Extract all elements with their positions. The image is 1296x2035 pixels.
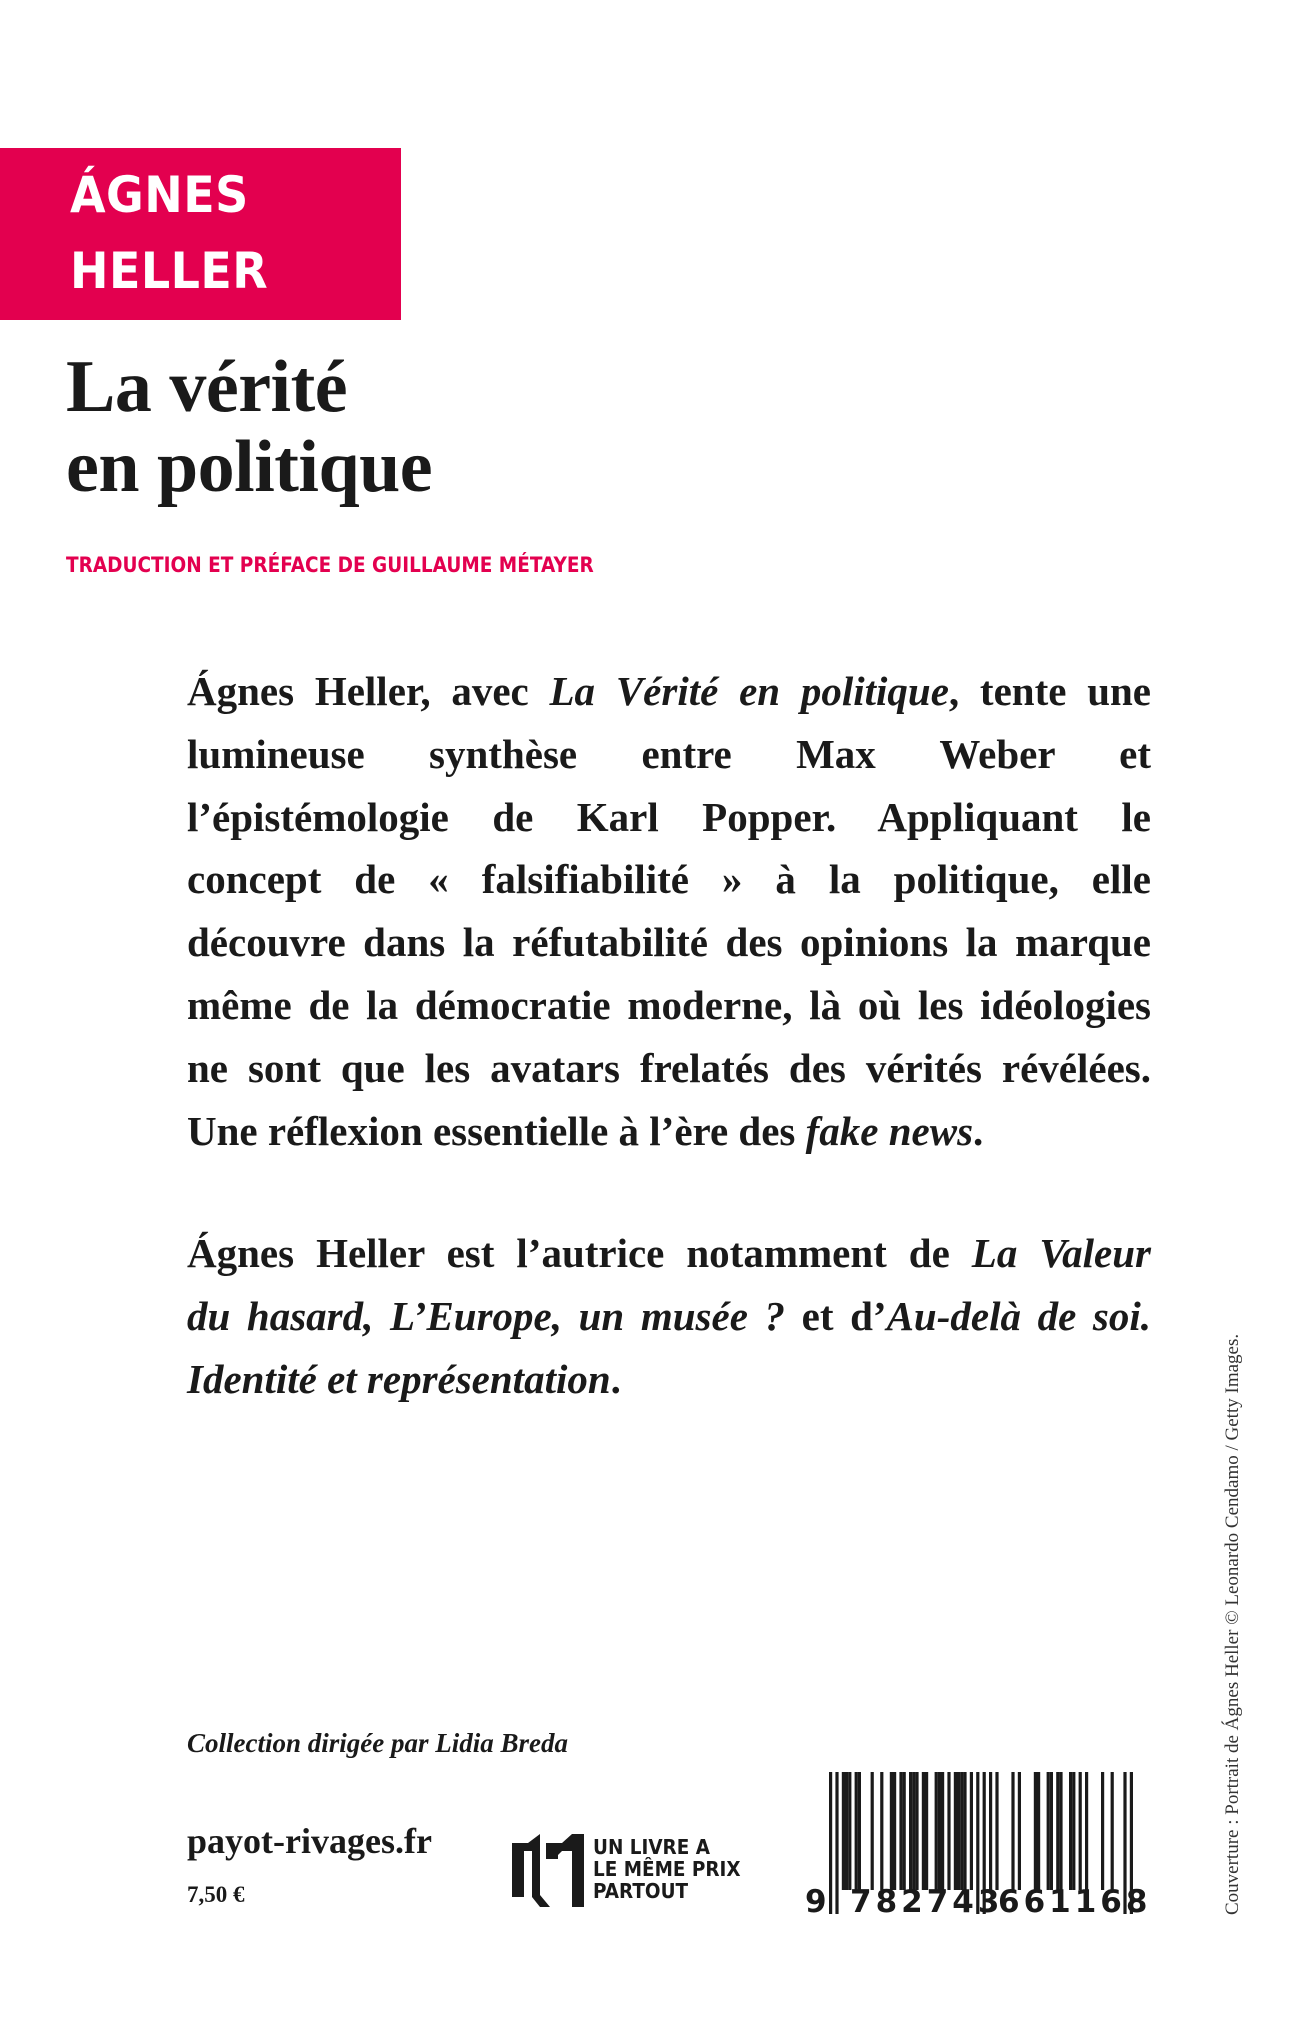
publisher-website-link[interactable]: payot-rivages.fr <box>187 1821 432 1861</box>
blurb-paragraph-1 <box>187 660 1151 1162</box>
blurb-line: Ágnes Heller, avec La Vérité en politique, tente une <box>187 668 1151 714</box>
prix-unique-logo <box>510 1831 770 1911</box>
blurb-line: Une réflexion essentielle à l’ère des fake news. <box>187 1107 984 1154</box>
translator-credit: TRADUCTION ET PRÉFACE DE GUILLAUME MÉTAYER <box>66 553 594 577</box>
blurb-line: l’épistémologie de Karl Popper. Appliquant le <box>187 793 1151 840</box>
blurb-line: Identité et représentation. <box>187 1355 621 1402</box>
author-last-name: HELLER <box>70 242 269 300</box>
book-title-line-1: La vérité <box>66 346 348 428</box>
photo-credit: Couverture : Portrait de Ágnes Heller © Leonardo Cendamo / Getty Images. <box>1222 1333 1243 1915</box>
author-first-name: ÁGNES <box>70 166 249 224</box>
blurb-line: découvre dans la réfutabilité des opinions la marque <box>187 919 1151 966</box>
author-block <box>0 148 401 320</box>
isbn-digits: 9 782743 661168 <box>805 1884 1152 1920</box>
blurb-line: même de la démocratie moderne, là où les idéologies <box>187 981 1151 1028</box>
blurb-paragraph-2 <box>187 1222 1151 1410</box>
blurb-line: Ágnes Heller est l’autrice notamment de La Valeur <box>187 1230 1151 1276</box>
blurb-line: du hasard, L’Europe, un musée ? et d’Au-delà de soi. <box>187 1292 1152 1339</box>
prix-unique-text: UN LIVRE A LE MÊME PRIX PARTOUT <box>593 1835 741 1903</box>
price: 7,50 € <box>187 1882 245 1907</box>
blurb-line: lumineuse synthèse entre Max Weber et <box>187 730 1151 777</box>
blurb-line: concept de « falsifiabilité » à la politique, elle <box>187 856 1151 903</box>
isbn-barcode <box>802 1766 1152 1926</box>
livre-prix-unique-logo-icon <box>510 1831 586 1909</box>
book-title-line-2: en politique <box>66 426 433 508</box>
collection-editor: Collection dirigée par Lidia Breda <box>187 1728 568 1758</box>
blurb-line: ne sont que les avatars frelatés des vérités révélées. <box>187 1044 1151 1091</box>
